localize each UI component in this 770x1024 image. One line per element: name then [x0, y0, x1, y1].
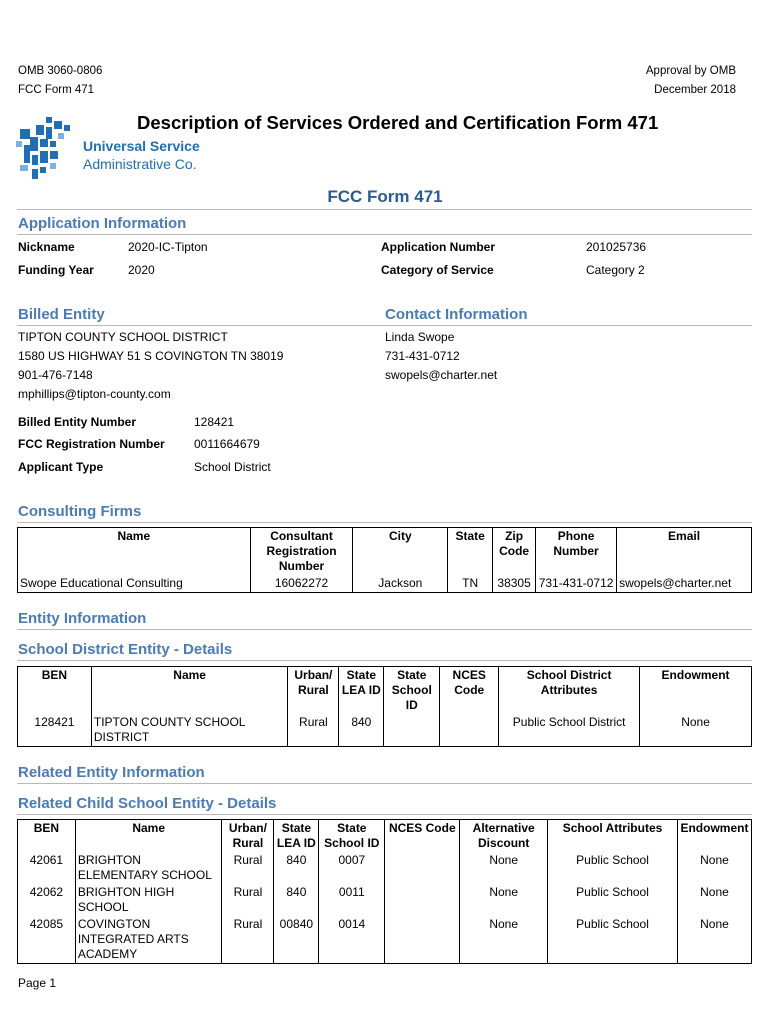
table-row — [18, 884, 752, 916]
cell-district-attributes: Public School District — [499, 714, 640, 747]
col-header-district-attributes: School District Attributes — [499, 667, 640, 715]
page-number: Page 1 — [18, 976, 57, 990]
cell-phone: 731-431-0712 — [536, 575, 617, 593]
related-child-table — [17, 819, 752, 964]
logo-name-line1: Universal Service — [83, 138, 200, 154]
cell-alternative-discount: None — [460, 852, 548, 884]
funding-year-value: 2020 — [128, 263, 155, 277]
application-number-label: Application Number — [381, 240, 496, 254]
col-header-nces-code: NCES Code — [440, 667, 499, 715]
col-header-urban-rural: Urban/ Rural — [288, 667, 339, 715]
billed-entity-phone: 901-476-7148 — [18, 368, 93, 382]
cell-endowment: None — [640, 714, 752, 747]
col-header-consultant-reg: Consultant Registration Number — [250, 528, 353, 576]
form-reference: FCC Form 471 — [18, 84, 95, 96]
cell-name: Swope Educational Consulting — [18, 575, 251, 593]
cell-email: swopels@charter.net — [617, 575, 752, 593]
col-header-ben: BEN — [18, 820, 76, 853]
application-number-value: 201025736 — [586, 240, 647, 254]
table-row — [18, 852, 752, 884]
omb-number: OMB 3060-0806 — [18, 65, 103, 77]
col-header-state-lea-id: State LEA ID — [274, 820, 319, 853]
cell-alternative-discount: None — [460, 916, 548, 964]
usac-logo-icon — [16, 115, 76, 185]
contact-name: Linda Swope — [385, 330, 455, 344]
divider — [17, 660, 752, 661]
cell-state-school-id: 0011 — [319, 884, 385, 916]
divider — [17, 209, 752, 210]
cell-urban-rural: Rural — [222, 916, 274, 964]
omb-approval: Approval by OMB — [645, 65, 736, 77]
divider — [17, 234, 752, 235]
cell-nces-code — [385, 916, 460, 964]
cell-state-school-id: 0014 — [319, 916, 385, 964]
form-title: FCC Form 471 — [327, 187, 443, 206]
col-header-school-attributes: School Attributes — [548, 820, 678, 853]
cell-ben: 128421 — [18, 714, 92, 747]
col-header-email: Email — [617, 528, 752, 576]
cell-state-lea-id: 00840 — [274, 916, 319, 964]
col-header-state-school-id: State School ID — [319, 820, 385, 853]
cell-state-lea-id: 840 — [274, 852, 319, 884]
divider — [17, 629, 752, 630]
cell-state: TN — [448, 575, 493, 593]
divider — [17, 814, 752, 815]
related-entity-heading: Related Entity Information — [18, 764, 205, 781]
cell-zip: 38305 — [493, 575, 536, 593]
applicant-type-value: School District — [194, 460, 271, 474]
col-header-state-school-id: State School ID — [384, 667, 440, 715]
cell-state-school-id — [384, 714, 440, 747]
col-header-state-lea-id: State LEA ID — [339, 667, 384, 715]
divider — [17, 325, 752, 326]
col-header-endowment: Endowment — [677, 820, 751, 853]
cell-state-lea-id: 840 — [274, 884, 319, 916]
related-child-details-heading: Related Child School Entity - Details — [18, 795, 277, 812]
cell-urban-rural: Rural — [288, 714, 339, 747]
cell-school-attributes: Public School — [548, 852, 678, 884]
cell-nces-code — [385, 884, 460, 916]
col-header-nces-code: NCES Code — [385, 820, 460, 853]
col-header-ben: BEN — [18, 667, 92, 715]
billed-entity-email: mphillips@tipton-county.com — [18, 387, 171, 401]
cell-urban-rural: Rural — [222, 884, 274, 916]
contact-email: swopels@charter.net — [385, 368, 498, 382]
col-header-alternative-discount: Alternative Discount — [460, 820, 548, 853]
cell-name: COVINGTON INTEGRATED ARTS ACADEMY — [75, 916, 222, 964]
cell-ben: 42062 — [18, 884, 76, 916]
cell-consultant-reg: 16062272 — [250, 575, 353, 593]
cell-ben: 42061 — [18, 852, 76, 884]
contact-phone: 731-431-0712 — [385, 349, 460, 363]
col-header-city: City — [353, 528, 448, 576]
school-district-details-heading: School District Entity - Details — [18, 641, 233, 658]
cell-endowment: None — [677, 852, 751, 884]
col-header-state: State — [448, 528, 493, 576]
contact-info-heading: Contact Information — [385, 306, 528, 323]
divider — [17, 522, 752, 523]
consulting-firms-heading: Consulting Firms — [18, 503, 142, 520]
cell-name: BRIGHTON ELEMENTARY SCHOOL — [75, 852, 222, 884]
billed-entity-address: 1580 US HIGHWAY 51 S COVINGTON TN 38019 — [18, 349, 284, 363]
document-title: Description of Services Ordered and Certification Form 471 — [137, 112, 659, 133]
cell-urban-rural: Rural — [222, 852, 274, 884]
table-header-row — [18, 667, 752, 715]
cell-name: TIPTON COUNTY SCHOOL DISTRICT — [91, 714, 288, 747]
applicant-type-label: Applicant Type — [18, 460, 104, 474]
nickname-label: Nickname — [18, 240, 75, 254]
fcc-registration-value: 0011664679 — [194, 437, 260, 451]
col-header-urban-rural: Urban/ Rural — [222, 820, 274, 853]
consulting-firms-table — [17, 527, 752, 593]
funding-year-label: Funding Year — [18, 263, 94, 277]
col-header-name: Name — [91, 667, 288, 715]
cell-state-school-id: 0007 — [319, 852, 385, 884]
cell-endowment: None — [677, 884, 751, 916]
cell-endowment: None — [677, 916, 751, 964]
cell-city: Jackson — [353, 575, 448, 593]
cell-state-lea-id: 840 — [339, 714, 384, 747]
fcc-registration-label: FCC Registration Number — [18, 437, 165, 451]
cell-ben: 42085 — [18, 916, 76, 964]
cell-school-attributes: Public School — [548, 884, 678, 916]
table-header-row — [18, 528, 752, 576]
billed-entity-name: TIPTON COUNTY SCHOOL DISTRICT — [18, 330, 228, 344]
category-label: Category of Service — [381, 263, 494, 277]
table-row — [18, 916, 752, 964]
ben-label: Billed Entity Number — [18, 415, 137, 429]
col-header-zip: Zip Code — [493, 528, 536, 576]
category-value: Category 2 — [586, 263, 645, 277]
school-district-table — [17, 666, 752, 747]
cell-alternative-discount: None — [460, 884, 548, 916]
col-header-name: Name — [75, 820, 222, 853]
nickname-value: 2020-IC-Tipton — [128, 240, 208, 254]
table-row — [18, 714, 752, 747]
cell-nces-code — [385, 852, 460, 884]
cell-nces-code — [440, 714, 499, 747]
approval-date: December 2018 — [654, 84, 736, 96]
table-row — [18, 575, 752, 593]
ben-value: 128421 — [194, 415, 235, 429]
col-header-endowment: Endowment — [640, 667, 752, 715]
application-info-heading: Application Information — [18, 215, 187, 232]
col-header-phone: Phone Number — [536, 528, 617, 576]
entity-info-heading: Entity Information — [18, 610, 147, 627]
logo-name-line2: Administrative Co. — [83, 156, 197, 172]
col-header-name: Name — [18, 528, 251, 576]
cell-name: BRIGHTON HIGH SCHOOL — [75, 884, 222, 916]
billed-entity-heading: Billed Entity — [18, 306, 105, 323]
table-header-row — [18, 820, 752, 853]
divider — [17, 783, 752, 784]
cell-school-attributes: Public School — [548, 916, 678, 964]
